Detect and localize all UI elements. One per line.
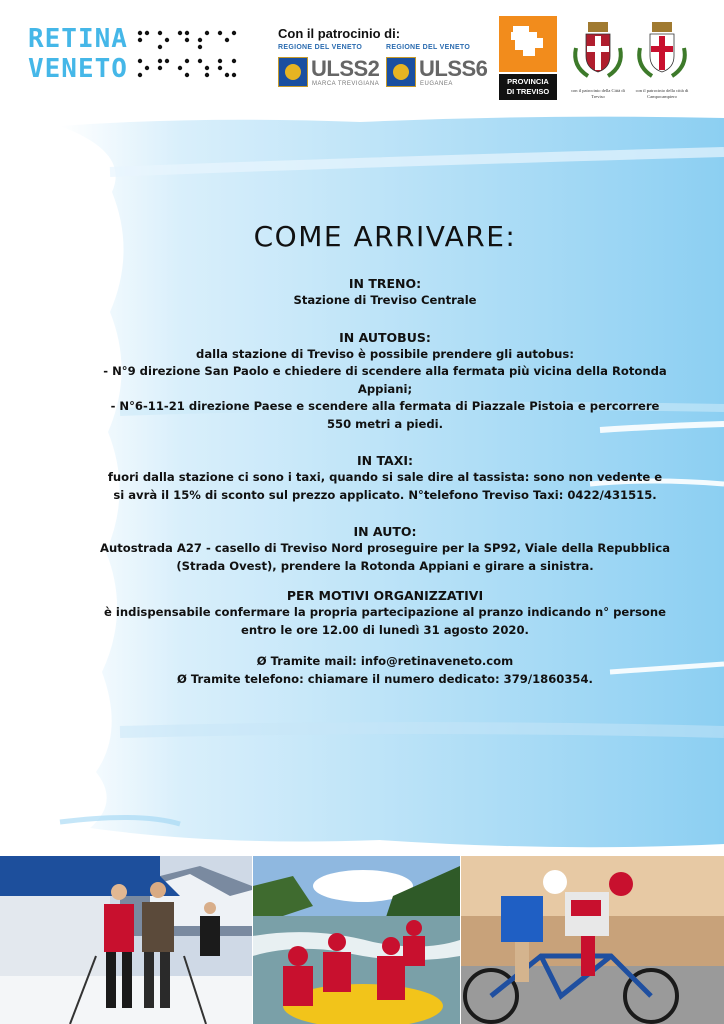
bus-text-line-1: dalla stazione di Treviso è possibile prendere gli autobus: [196,346,574,361]
car-text-line-2: (Strada Ovest), prendere la Rotonda Appiani e girare a sinistra. [176,558,594,573]
bus-text-line-3: Appiani; [357,381,413,396]
organizational-text-line-1: è indispensabile confermare la propria partecipazione al pranzo indicando n° persone [104,605,666,619]
car-heading: IN AUTO: [353,524,417,539]
bus-text-line-5: 550 metri a piedi. [326,416,444,431]
organizational-heading: PER MOTIVI ORGANIZZATIVI [286,588,484,603]
skiing-photo [0,856,252,1024]
header [0,0,724,110]
photo-strip [0,856,724,1024]
ulss2-region: REGIONE DEL VENETO [278,44,363,51]
bus-text-line-2: - N°9 direzione San Paolo e chiedere di scendere alla fermata più vicina della Rotonda [103,364,667,378]
ulss6-logo [386,44,488,94]
provincia-label: PROVINCIA DI TREVISO [499,74,557,100]
treviso-coat-of-arms-icon [568,18,628,84]
bus-text-line-4: - N°6-11-21 direzione Paese e scendere alla fermata di Piazzale Pistoia e percorrere [110,399,660,413]
campocampiero-crest-caption: con il patrocinio della città di Campocampiero [635,88,689,99]
ulss2-sub: MARCA TREVIGIANA [312,81,380,87]
lion-of-venice-icon [278,57,308,87]
ulss2-logo [278,44,380,94]
taxi-text-line-1: fuori dalla stazione ci sono i taxi, quando si sale dire al tassista: sono non vedente e [107,470,663,484]
bus-heading: IN AUTOBUS: [339,329,431,345]
directions-content [100,210,670,688]
treviso-crest [568,18,628,104]
train-heading: IN TRENO: [348,276,422,291]
braille-dots-icon [136,28,242,80]
ulss6-sub: EUGANEA [420,81,453,87]
ulss6-region: REGIONE DEL VENETO [386,44,471,51]
rafting-photo [253,856,460,1024]
contact-phone: Ø Tramite telefono: chiamare il numero dedicato: 379/1860354. [177,671,593,686]
organizational-text-line-2: entro le ore 12.00 di lunedì 31 agosto 2020. [241,622,529,637]
contact-mail: Ø Tramite mail: info@retinaveneto.com [256,654,514,668]
taxi-heading: IN TAXI: [357,453,413,468]
logo-wordmark [28,24,128,84]
provincia-mark-icon [499,16,557,72]
page-title: COME ARRIVARE: [253,220,517,253]
taxi-text-line-2: si avrà il 15% di sconto sul prezzo applicato. N°telefono Treviso Taxi: 0422/431515. [113,487,657,502]
ulss2-code: ULSS2 [311,56,380,81]
tandem-cycling-photo [461,856,724,1024]
provincia-treviso-logo [499,16,557,100]
campocampiero-coat-of-arms-icon [632,18,692,84]
ulss6-code: ULSS6 [419,56,488,81]
patronage-label: Con il patrocinio di: [278,26,401,41]
treviso-crest-caption: con il patrocinio della Città di Treviso [571,88,625,99]
lion-of-venice-icon [386,57,416,87]
train-text: Stazione di Treviso Centrale [293,293,477,307]
logo-line-1: RETINA [28,24,128,54]
logo-line-2: VENETO [28,54,128,84]
campocampiero-crest [632,18,692,104]
retina-veneto-logo [28,24,248,86]
car-text-line-1: Autostrada A27 - casello di Treviso Nord proseguire per la SP92, Viale della Repubblica [100,541,671,555]
